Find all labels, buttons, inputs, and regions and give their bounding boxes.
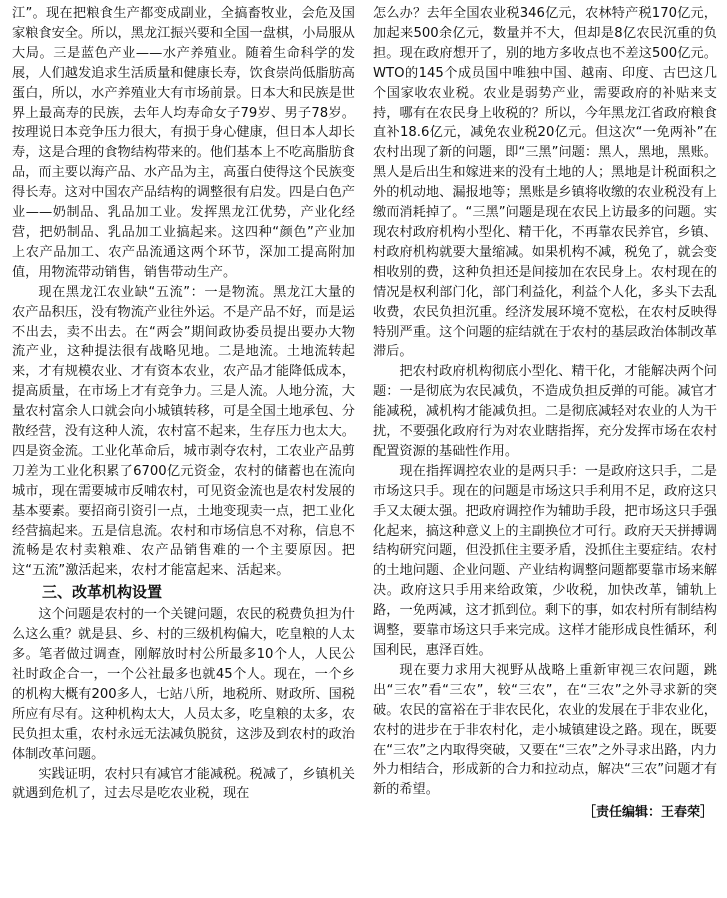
paragraph-three-rural-issues: 现在要力求用大视野从战略上重新审视三农问题，跳出“三农”看“三农”，较“三农”，在“三农”之外寻求新的突破。农民的富裕在于非农民化，农业的发展在于非农业化，农村的进步在于非农村化，走小城镇建设之路。现在，既要在“三农”之内取得突破，又要在“三农”之外寻求出路，内力外力相结合，形成新的合力和拉动点，解决“三农”问题才有新的希望。 [373,662,717,798]
paragraph-tax-burden: 这个问题是农村的一个关键问题，农民的税费负担为什么这么重？就是县、乡、村的三级机构偏大，吃皇粮的人太多。笔者做过调查，刚解放时村公所最多10个人，人民公社时政企合一，一个公社最多也就45个人。现在，一个乡的机构大概有200多人，七站八所，地税所、财政所、国税所应有尽有。这种机构太大，人员太多，吃皇粮的太多，农民负担太重，农村永远无法减负脱贫，这涉及到农村的政治体制改革问题。 [12,607,355,762]
paragraph-agricultural-tax: 怎么办？去年全国农业税346亿元，农林特产税170亿元，加起来500余亿元，数量并不大，但却是8亿农民沉重的负担。现在政府想开了，别的地方多收点也不差这500亿元。WTO的145个成员国中唯独中国、越南、印度、古巴这几个国家收农业税。农业是弱势产业，需要政府的补贴来支持，哪有在农民身上收税的？所以，今年黑龙江省政府粮食直补18.6亿元，减免农业税20亿元。但这次“一免两补”在农村出现了新的问题，即“三黑”问题：黑人，黑地，黑账。黑人是后出生和嫁进来的没有土地的人；黑地是计税面积之外的机动地、漏报地等；黑账是乡镇将收缴的农业税没有上缴而消耗掉了。“三黑”问题是现在农民上访最多的问题。实现农村政府机构小型化、精干化，不再靠农民养官，乡镇、村政府机构就要大量缩减。如果机构不减，税免了，就会变相收别的费，这种负担还是间接加在农民身上。农村现在的情况是权利部门化，部门利益化，利益个人化，多头下去乱收费，农民负担沉重。经济发展环境不宽松，在农村反映得特别严重。这个问题的症结就在于农村的基层政治体制改革滞后。 [373,6,717,360]
paragraph-five-flows: 现在黑龙江农业缺“五流”：一是物流。黑龙江大量的农产品积压，没有物流产业往外运。不是产品不好，而是运不出去，卖不出去。在“两会”期间政协委员提出要办大物流产业，这种提法很有战略见地。二是地流。土地流转起来，才有规模农业、才有资本农业，农产品才能降低成本，提高质量，在市场上才有竞争力。三是人流。人地分流，大量农村富余人口就会向小城镇转移，可是全国土地承包、分散经营，没有这种人流，农村富不起来，生存压力也太大。四是资金流。工业化革命后，城市剥夺农村，工农业产品剪刀差为工业化积累了6700亿元资金，农村的储蓄也在流向城市，现在需要城市反哺农村，可见资金流也是农村发展的基本要素。要招商引资引一点，土地变现卖一点，把工业化经营搞起来。五是信息流。农村和市场信息不对称，信息不流畅是农村卖粮难、农产品销售难的一个主要原因。把这“五流”激活起来，农村才能富起来、活起来。 [12,284,355,579]
paragraph-reduce-officials: 实践证明，农村只有减官才能减税。税减了，乡镇机关就遇到危机了，过去尽是吃农业税，现在 [12,766,355,802]
paragraph-grain-and-color-industries: 江”。现在把粮食生产都变成副业，全搞畜牧业，会危及国家粮食安全。所以，黑龙江振兴要和全国一盘棋，小局服从大局。三是蓝色产业——水产养殖业。随着生命科学的发展，人们越发追求生活质量和健康长寿，饮食崇尚低脂肪高蛋白，所以，水产养殖业大有市场前景。日本大和民族是世界上最高寿的民族，去年人均寿命女子79岁、男子78岁。按理说日本竞争压力很大，有损于身心健康，但日本人却长寿，这是合理的食物结构带来的。他们基本上不吃高脂肪食品，而主要以海产品、水产品为主，高蛋白使得这个民族变得长寿。这对中国农产品结构的调整很有启发。四是白色产业——奶制品、乳品加工业。发挥黑龙江优势，产业化经营，把奶制品、乳品加工业搞起来。这四种“颜色”产业加上农产品加工、农产品流通这两个环节，深加工提高附加值，用物流带动销售，销售带动生产。 [12,6,355,280]
paragraph-streamline-government: 把农村政府机构彻底小型化、精干化，才能解决两个问题：一是彻底为农民减负，不造成负担反弹的可能。减官才能减税，减机构才能减负担。二是彻底减轻对农业的人为干扰，不要强化政府行为对农业瞎指挥，充分发挥市场在农村配置资源的基础性作用。 [373,364,717,459]
editor-label: ［责任编辑：王春荣］ [582,805,713,821]
responsible-editor [373,804,717,822]
paragraph-two-hands: 现在指挥调控农业的是两只手：一是政府这只手，二是市场这只手。现在的问题是市场这只手利用不足，政府这只手又太硬太强。把政府调控作为辅助手段，把市场这只手强化起来，搞这种意义上的主副换位才可行。政府天天拼搏调结构研究问题，但没抓住主要矛盾，没抓住主要症结。农村的土地问题、企业问题、产业结构调整问题都要靠市场来解决。政府这只手用来给政策，少收税，加快改革，铺轨上路，一免两减，这才抓到位。剩下的事，如农村所有制结构调整，要靠市场这只手来完成。这样才能形成良性循环，利国利民，惠泽百姓。 [373,463,717,658]
left-column [12,4,355,804]
section-heading-institutional-reform: 三、改革机构设置 [42,583,163,602]
right-column [373,4,717,822]
